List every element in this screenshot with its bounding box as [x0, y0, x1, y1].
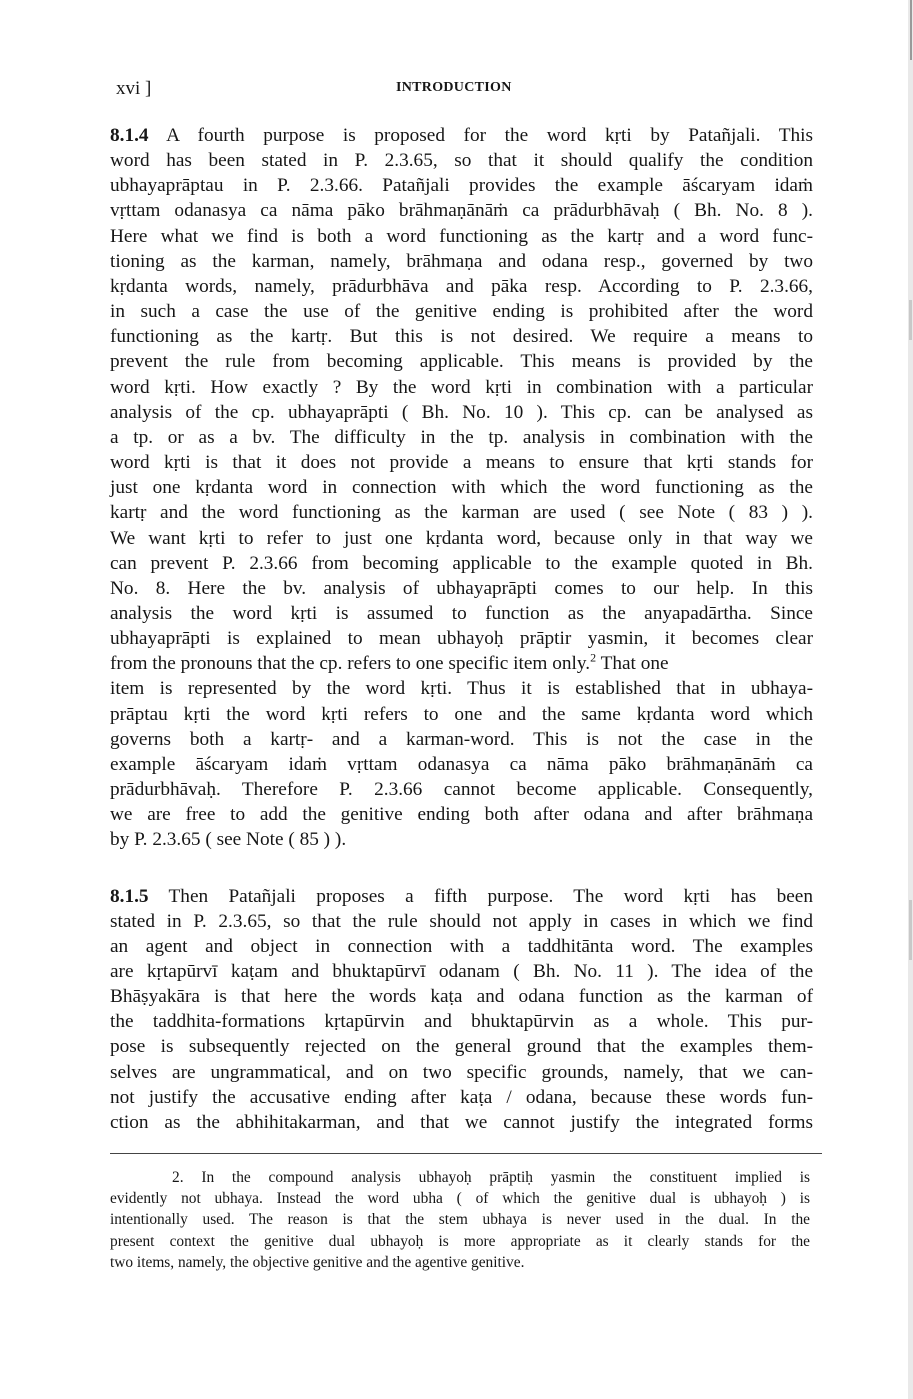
text-line: ubhayaprāpti is explained to mean ubhayoḥ prāptir yasmin, it becomes clear — [110, 628, 813, 650]
text-line: governs both a kartṛ- and a karman-word. This is not the case in the — [110, 728, 813, 750]
text-line: the taddhita-formations kṛtapūrvin and bhuktapūrvin as a whole. This pur- — [110, 1011, 813, 1033]
page-header — [116, 78, 816, 104]
text-line: 8.1.4 A fourth purpose is proposed for the word kṛti by Patañjali. This — [110, 125, 813, 146]
text-line: We want kṛti to refer to just one kṛdanta word, because only in that way we — [110, 527, 813, 549]
footnote-line: evidently not ubhaya. Instead the word ubha ( of which the genitive dual is ubhayoḥ ) is — [110, 1190, 810, 1208]
text-line: word has been stated in P. 2.3.65, so that it should qualify the condition — [110, 150, 813, 172]
text-line: in such a case the use of the genitive ending is prohibited after the word — [110, 301, 813, 323]
text-line: analysis of the cp. ubhayaprāpti ( Bh. No. 10 ). This cp. can be analysed as — [110, 401, 813, 423]
text-line: by P. 2.3.65 ( see Note ( 85 ) ). — [110, 829, 347, 851]
text-line: Here what we find is both a word functioning as the kartṛ and a word func- — [110, 225, 813, 247]
footnote — [110, 1167, 810, 1273]
footnote-divider — [110, 1153, 822, 1154]
running-title: INTRODUCTION — [396, 80, 512, 95]
text-line: from the pronouns that the cp. refers to one specific item only.$^2$ That one — [110, 650, 669, 675]
text-line: Bhāṣyakāra is that here the words kaṭa and odana function as the karman of — [110, 986, 813, 1008]
text-line: item is represented by the word kṛti. Thus it is established that in ubhaya- — [110, 678, 813, 700]
text-line: prāptau kṛti the word kṛti refers to one and the same kṛdanta word which — [110, 703, 813, 725]
scan-edge-artifact — [899, 0, 913, 1399]
section-number: 8.1.5 — [110, 885, 149, 907]
text-line: an agent and object in connection with a taddhitānta word. The examples — [110, 935, 813, 957]
text-line: example āścaryam idaṁ vṛttam odanasya ca nāma pāko brāhmaṇānāṁ ca — [110, 753, 813, 775]
text-line: vṛttam odanasya ca nāma pāko brāhmaṇānāṁ ca prādurbhāvaḥ ( Bh. No. 8 ). — [110, 200, 813, 222]
text-line: kartṛ and the word functioning as the karman are used ( see Note ( 83 ) ). — [110, 502, 813, 524]
footnote-line: intentionally used. The reason is that the stem ubhaya is never used in the dual. In the — [110, 1211, 810, 1229]
text-line: pose is subsequently rejected on the general ground that the examples them- — [110, 1036, 813, 1058]
text-line: kṛdanta words, namely, prādurbhāva and pāka resp. According to P. 2.3.66, — [110, 275, 813, 297]
main-body — [110, 123, 813, 1135]
text-line: tioning as the karman, namely, brāhmaṇa and odana resp., governed by two — [110, 250, 813, 272]
text-line: word kṛti. How exactly ? By the word kṛti in combination with a particular — [110, 376, 813, 398]
text-line: prevent the rule from becoming applicable. This means is provided by the — [110, 351, 813, 373]
text-line: ction as the abhihitakarman, and that we cannot justify the integrated forms — [110, 1111, 813, 1133]
text-line: a tp. or as a bv. The difficulty in the tp. analysis in combination with the — [110, 426, 813, 448]
section-8-1-4 — [110, 123, 813, 853]
text-line: No. 8. Here the bv. analysis of ubhayaprāpti comes to our help. In this — [110, 577, 813, 599]
text-line: stated in P. 2.3.65, so that the rule should not apply in cases in which we find — [110, 910, 813, 932]
text-line: analysis the word kṛti is assumed to function as the anyapadārtha. Since — [110, 602, 813, 624]
footnote-line: 2. In the compound analysis ubhayoḥ prāptiḥ yasmin the constituent implied is — [172, 1169, 810, 1186]
text-line: we are free to add the genitive ending both after odana and after brāhmaṇa — [110, 804, 813, 826]
text-line: are kṛtapūrvī kaṭam and bhuktapūrvī odanam ( Bh. No. 11 ). The idea of the — [110, 961, 813, 982]
section-number: 8.1.4 — [110, 125, 149, 146]
text-line: 8.1.5 Then Patañjali proposes a fifth purpose. The word kṛti has been — [110, 885, 813, 907]
footnote-line: two items, namely, the objective genitive and the agentive genitive. — [110, 1253, 525, 1271]
text-line: word kṛti is that it does not provide a means to ensure that kṛti stands for — [110, 452, 813, 474]
text-line: just one kṛdanta word in connection with which the word functioning as the — [110, 477, 813, 499]
text-line: selves are ungrammatical, and on two specific grounds, namely, that we can- — [110, 1061, 813, 1083]
page-number: xvi ] — [116, 78, 152, 99]
footnote-line: present context the genitive dual ubhayoḥ is more appropriate as it clearly stands for the — [110, 1232, 810, 1250]
text-line: not justify the accusative ending after kaṭa / odana, because these words fun- — [110, 1086, 813, 1108]
text-line: prādurbhāvaḥ. Therefore P. 2.3.66 cannot become applicable. Consequently, — [110, 779, 813, 801]
text-line: ubhayaprāptau in P. 2.3.66. Patañjali provides the example āścaryam idaṁ — [110, 175, 813, 197]
footnote-ref: 2 — [590, 650, 597, 665]
text-line: can prevent P. 2.3.66 from becoming applicable to the example quoted in Bh. — [110, 552, 813, 574]
text-line: functioning as the kartṛ. But this is not desired. We require a means to — [110, 326, 813, 348]
section-8-1-5 — [110, 884, 813, 1136]
